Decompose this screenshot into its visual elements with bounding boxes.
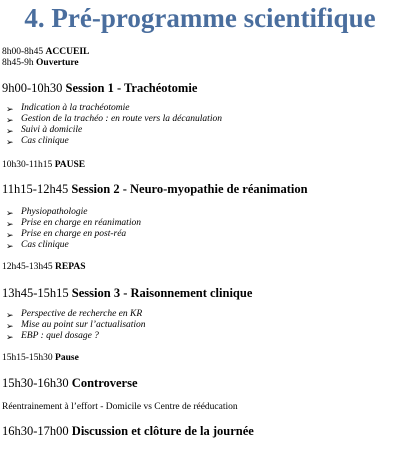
arrow-bullet-icon: ➢ xyxy=(6,241,14,251)
pause2-time: 15h15-15h30 xyxy=(2,353,53,363)
list-item: ➢ Suivi à domicile xyxy=(6,125,83,136)
pause1-time: 10h30-11h15 xyxy=(2,160,53,170)
arrow-bullet-icon: ➢ xyxy=(6,230,14,240)
repas-line xyxy=(2,262,86,273)
controverse-time: 15h30-16h30 xyxy=(2,376,69,390)
discussion-label: Discussion et clôture de la journée xyxy=(71,424,254,438)
pause1-line xyxy=(2,160,85,171)
list-item: ➢ Physiopathologie xyxy=(6,207,88,218)
accueil-line xyxy=(2,47,89,58)
arrow-bullet-icon: ➢ xyxy=(6,310,14,320)
session2-list xyxy=(6,207,141,251)
discussion-heading xyxy=(2,424,254,438)
pause1-label: PAUSE xyxy=(54,160,86,170)
list-item: ➢ Prise en charge en réanimation xyxy=(6,218,141,229)
arrow-bullet-icon: ➢ xyxy=(6,137,14,147)
arrow-bullet-icon: ➢ xyxy=(6,115,14,125)
session3-label: Session 3 - Raisonnement clinique xyxy=(71,286,253,300)
arrow-bullet-icon: ➢ xyxy=(6,321,14,331)
list-item: ➢ Perspective de recherche en KR xyxy=(6,309,143,320)
session2-heading xyxy=(2,182,308,196)
session3-heading xyxy=(2,286,252,300)
session1-list xyxy=(6,103,222,147)
session1-label: Session 1 - Trachéotomie xyxy=(65,81,198,95)
repas-label: REPAS xyxy=(55,262,86,272)
list-item: ➢ Indication à la trachéotomie xyxy=(6,103,130,114)
session1-time: 9h00-10h30 xyxy=(2,81,63,95)
ouverture-time: 8h45-9h xyxy=(2,58,34,68)
discussion-time: 16h30-17h00 xyxy=(2,424,69,438)
repas-time: 12h45-13h45 xyxy=(2,262,53,272)
session3-time: 13h45-15h15 xyxy=(2,286,69,300)
list-item: ➢ EBP : quel dosage ? xyxy=(6,331,99,342)
arrow-bullet-icon: ➢ xyxy=(6,126,14,136)
list-item: ➢ Cas clinique xyxy=(6,136,69,147)
pause2-line xyxy=(2,353,79,364)
list-item: ➢ Mise au point sur l’actualisation xyxy=(6,320,146,331)
session2-time: 11h15-12h45 xyxy=(2,182,69,196)
reentrainement-line: Réentrainement à l’effort - Domicile vs Centre de rééducation xyxy=(2,402,238,412)
list-item: ➢ Cas clinique xyxy=(6,240,69,251)
pause2-label: Pause xyxy=(55,353,79,363)
list-item: ➢ Gestion de la trachéo : en route vers la décanulation xyxy=(6,114,222,125)
arrow-bullet-icon: ➢ xyxy=(6,332,14,342)
accueil-label: ACCUEIL xyxy=(45,47,90,57)
arrow-bullet-icon: ➢ xyxy=(6,104,14,114)
page-title: 4. Pré-programme scientifique xyxy=(24,3,376,33)
controverse-label: Controverse xyxy=(71,376,138,390)
list-item: ➢ Prise en charge en post-réa xyxy=(6,229,127,240)
ouverture-label: Ouverture xyxy=(36,58,79,68)
ouverture-line xyxy=(2,58,79,69)
accueil-time: 8h00-8h45 xyxy=(2,47,44,57)
controverse-heading xyxy=(2,376,138,390)
session3-list xyxy=(6,309,146,342)
arrow-bullet-icon: ➢ xyxy=(6,219,14,229)
arrow-bullet-icon: ➢ xyxy=(6,208,14,218)
session2-label: Session 2 - Neuro-myopathie de réanimation xyxy=(71,182,308,196)
session1-heading xyxy=(2,81,197,95)
